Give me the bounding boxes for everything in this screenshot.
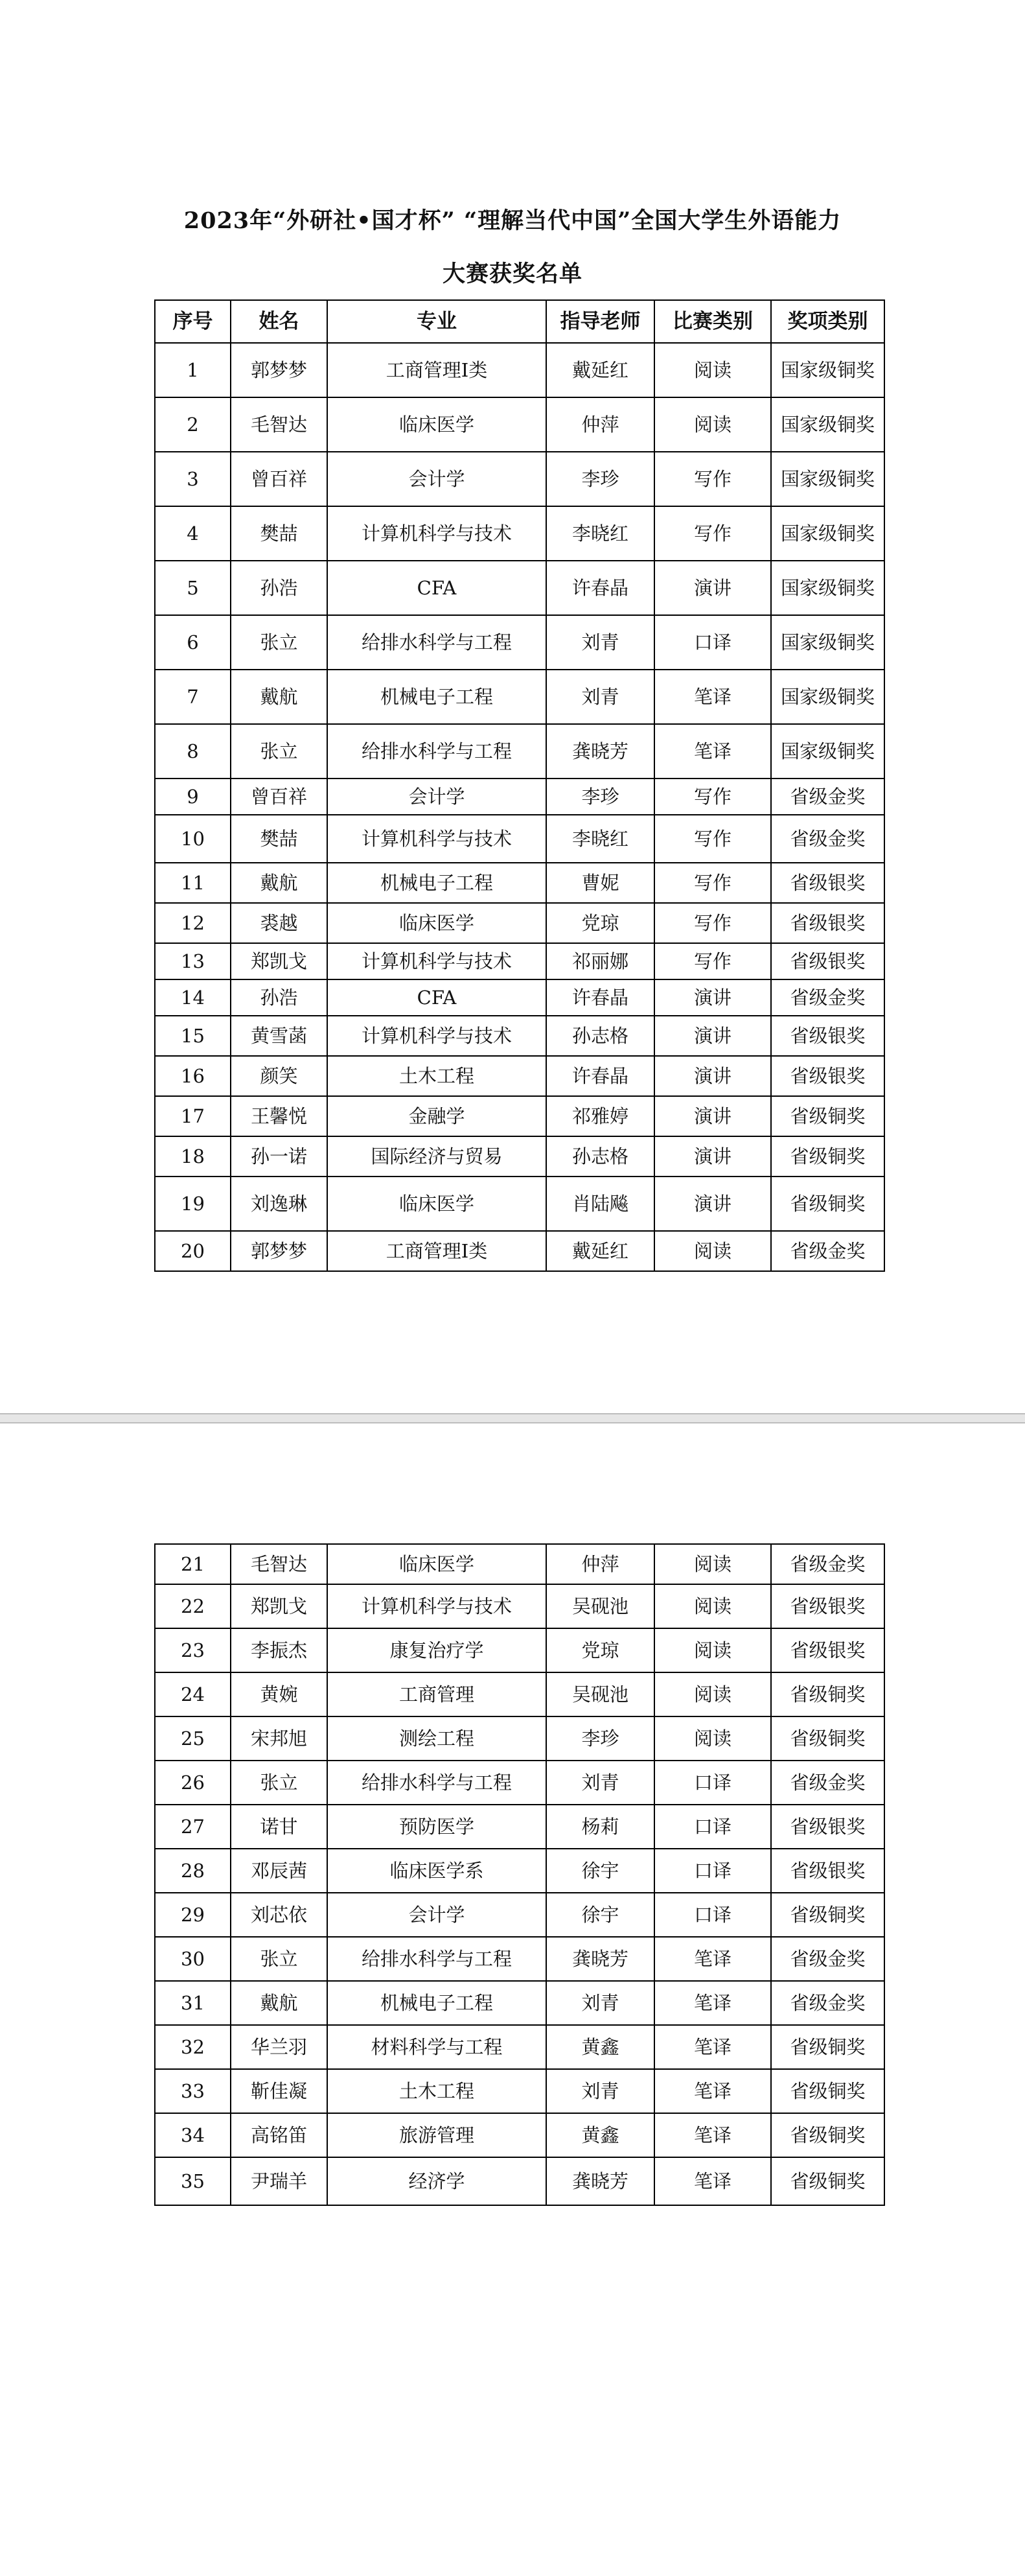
cell-award: 省级铜奖 (771, 1136, 884, 1177)
cell-award: 省级银奖 (771, 1628, 884, 1672)
cell-category: 写作 (654, 506, 771, 561)
table-row (155, 1849, 884, 1893)
cell-teacher: 曹妮 (546, 863, 654, 903)
cell-major: 国际经济与贸易 (327, 1136, 546, 1177)
cell-no: 32 (155, 2025, 231, 2069)
cell-teacher: 刘青 (546, 2069, 654, 2113)
cell-name: 樊喆 (231, 815, 327, 863)
cell-teacher: 李晓红 (546, 815, 654, 863)
cell-award: 省级银奖 (771, 1805, 884, 1849)
cell-name: 刘芯依 (231, 1893, 327, 1937)
cell-name: 靳佳凝 (231, 2069, 327, 2113)
cell-name: 毛智达 (231, 397, 327, 452)
cell-no: 25 (155, 1716, 231, 1761)
table-row (155, 506, 884, 561)
cell-no: 8 (155, 724, 231, 779)
table-row (155, 1584, 884, 1628)
cell-teacher: 龚晓芳 (546, 1937, 654, 1981)
table-row (155, 2157, 884, 2205)
cell-no: 16 (155, 1056, 231, 1096)
cell-major: 计算机科学与技术 (327, 943, 546, 979)
cell-teacher: 徐宇 (546, 1893, 654, 1937)
cell-teacher: 仲萍 (546, 397, 654, 452)
table-row (155, 779, 884, 815)
cell-name: 张立 (231, 724, 327, 779)
cell-no: 6 (155, 615, 231, 670)
cell-name: 张立 (231, 615, 327, 670)
cell-award: 国家级铜奖 (771, 724, 884, 779)
cell-teacher: 龚晓芳 (546, 2157, 654, 2205)
cell-teacher: 李晓红 (546, 506, 654, 561)
cell-award: 省级金奖 (771, 1544, 884, 1584)
table-row (155, 2113, 884, 2157)
table-row (155, 561, 884, 615)
cell-award: 省级银奖 (771, 1584, 884, 1628)
cell-award: 省级银奖 (771, 863, 884, 903)
cell-award: 省级铜奖 (771, 1177, 884, 1231)
cell-teacher: 徐宇 (546, 1849, 654, 1893)
cell-name: 黄雪菡 (231, 1016, 327, 1056)
cell-major: 旅游管理 (327, 2113, 546, 2157)
cell-name: 刘逸琳 (231, 1177, 327, 1231)
cell-no: 14 (155, 979, 231, 1016)
cell-no: 1 (155, 343, 231, 397)
table-row (155, 670, 884, 724)
cell-major: 临床医学 (327, 1177, 546, 1231)
cell-award: 省级金奖 (771, 815, 884, 863)
table-header-row (155, 300, 884, 343)
cell-no: 34 (155, 2113, 231, 2157)
cell-award: 省级银奖 (771, 943, 884, 979)
table-row (155, 397, 884, 452)
cell-category: 写作 (654, 903, 771, 943)
cell-name: 张立 (231, 1761, 327, 1805)
cell-category: 口译 (654, 1893, 771, 1937)
cell-teacher: 刘青 (546, 670, 654, 724)
table-row (155, 343, 884, 397)
cell-teacher: 刘青 (546, 1981, 654, 2025)
cell-category: 笔译 (654, 1937, 771, 1981)
header-name: 姓名 (231, 300, 327, 343)
cell-major: 经济学 (327, 2157, 546, 2205)
table-row (155, 1981, 884, 2025)
table-row (155, 615, 884, 670)
table-row (155, 2069, 884, 2113)
table-row (155, 815, 884, 863)
cell-name: 高铭笛 (231, 2113, 327, 2157)
cell-category: 写作 (654, 452, 771, 506)
table-row (155, 2025, 884, 2069)
cell-category: 写作 (654, 863, 771, 903)
cell-major: 临床医学 (327, 903, 546, 943)
cell-no: 7 (155, 670, 231, 724)
cell-award: 省级铜奖 (771, 1893, 884, 1937)
cell-no: 30 (155, 1937, 231, 1981)
cell-no: 28 (155, 1849, 231, 1893)
cell-major: 计算机科学与技术 (327, 506, 546, 561)
table-row (155, 943, 884, 979)
cell-major: 给排水科学与工程 (327, 724, 546, 779)
cell-name: 郭梦梦 (231, 1231, 327, 1271)
cell-no: 24 (155, 1672, 231, 1716)
table-row (155, 1136, 884, 1177)
cell-major: 会计学 (327, 779, 546, 815)
cell-major: 预防医学 (327, 1805, 546, 1849)
cell-name: 颜笑 (231, 1056, 327, 1096)
awards-table (154, 299, 885, 1272)
header-category: 比赛类别 (654, 300, 771, 343)
cell-award: 省级铜奖 (771, 2069, 884, 2113)
cell-no: 11 (155, 863, 231, 903)
document-title: 2023年“外研社•国才杯” “理解当代中国”全国大学生外语能力 (183, 207, 842, 234)
cell-major: 临床医学 (327, 1544, 546, 1584)
cell-no: 13 (155, 943, 231, 979)
cell-major: 机械电子工程 (327, 1981, 546, 2025)
cell-no: 15 (155, 1016, 231, 1056)
table-row (155, 724, 884, 779)
cell-major: 给排水科学与工程 (327, 615, 546, 670)
cell-award: 省级金奖 (771, 1231, 884, 1271)
cell-major: 材料科学与工程 (327, 2025, 546, 2069)
cell-name: 诺甘 (231, 1805, 327, 1849)
cell-major: 土木工程 (327, 1056, 546, 1096)
cell-teacher: 李珍 (546, 779, 654, 815)
cell-award: 省级铜奖 (771, 1716, 884, 1761)
cell-category: 笔译 (654, 2113, 771, 2157)
cell-major: 给排水科学与工程 (327, 1937, 546, 1981)
cell-award: 省级银奖 (771, 1016, 884, 1056)
cell-category: 口译 (654, 1761, 771, 1805)
cell-category: 演讲 (654, 1136, 771, 1177)
cell-award: 国家级铜奖 (771, 452, 884, 506)
cell-name: 孙浩 (231, 979, 327, 1016)
table-row (155, 1016, 884, 1056)
cell-no: 12 (155, 903, 231, 943)
cell-teacher: 党琼 (546, 903, 654, 943)
header-teacher: 指导老师 (546, 300, 654, 343)
header-award: 奖项类别 (771, 300, 884, 343)
cell-name: 尹瑞羊 (231, 2157, 327, 2205)
cell-award: 国家级铜奖 (771, 615, 884, 670)
cell-category: 写作 (654, 943, 771, 979)
cell-category: 阅读 (654, 1231, 771, 1271)
cell-name: 郭梦梦 (231, 343, 327, 397)
table-row (155, 1893, 884, 1937)
cell-major: 计算机科学与技术 (327, 815, 546, 863)
cell-no: 5 (155, 561, 231, 615)
cell-award: 省级铜奖 (771, 2157, 884, 2205)
cell-teacher: 孙志格 (546, 1016, 654, 1056)
cell-name: 李振杰 (231, 1628, 327, 1672)
cell-teacher: 吴砚池 (546, 1584, 654, 1628)
cell-teacher: 许春晶 (546, 979, 654, 1016)
table-row (155, 1177, 884, 1231)
cell-award: 省级银奖 (771, 1056, 884, 1096)
cell-no: 17 (155, 1096, 231, 1136)
cell-category: 笔译 (654, 1981, 771, 2025)
table-row (155, 979, 884, 1016)
cell-teacher: 许春晶 (546, 561, 654, 615)
table-row (155, 1628, 884, 1672)
cell-award: 省级金奖 (771, 1981, 884, 2025)
cell-teacher: 许春晶 (546, 1056, 654, 1096)
table-row (155, 863, 884, 903)
cell-major: 会计学 (327, 452, 546, 506)
cell-major: 给排水科学与工程 (327, 1761, 546, 1805)
cell-name: 裘越 (231, 903, 327, 943)
table-row (155, 1937, 884, 1981)
cell-no: 10 (155, 815, 231, 863)
cell-teacher: 党琼 (546, 1628, 654, 1672)
cell-no: 31 (155, 1981, 231, 2025)
cell-name: 毛智达 (231, 1544, 327, 1584)
cell-category: 笔译 (654, 2025, 771, 2069)
cell-name: 宋邦旭 (231, 1716, 327, 1761)
cell-name: 曾百祥 (231, 452, 327, 506)
cell-teacher: 黄鑫 (546, 2113, 654, 2157)
cell-award: 省级金奖 (771, 779, 884, 815)
cell-name: 戴航 (231, 863, 327, 903)
table-row (155, 452, 884, 506)
table-row (155, 1672, 884, 1716)
table-row (155, 1096, 884, 1136)
table-row (155, 1805, 884, 1849)
table-row (155, 1056, 884, 1096)
cell-category: 演讲 (654, 1177, 771, 1231)
awards-table-body (155, 1544, 884, 2205)
cell-major: CFA (327, 979, 546, 1016)
cell-category: 演讲 (654, 1056, 771, 1096)
cell-no: 23 (155, 1628, 231, 1672)
cell-award: 省级铜奖 (771, 1672, 884, 1716)
cell-award: 国家级铜奖 (771, 561, 884, 615)
cell-award: 省级金奖 (771, 1761, 884, 1805)
cell-category: 口译 (654, 615, 771, 670)
cell-category: 写作 (654, 779, 771, 815)
cell-teacher: 李珍 (546, 1716, 654, 1761)
cell-no: 18 (155, 1136, 231, 1177)
cell-teacher: 祁雅婷 (546, 1096, 654, 1136)
table-row (155, 1231, 884, 1271)
cell-category: 笔译 (654, 2069, 771, 2113)
cell-major: 康复治疗学 (327, 1628, 546, 1672)
cell-no: 19 (155, 1177, 231, 1231)
cell-no: 9 (155, 779, 231, 815)
cell-award: 国家级铜奖 (771, 343, 884, 397)
cell-award: 省级铜奖 (771, 2025, 884, 2069)
cell-major: 测绘工程 (327, 1716, 546, 1761)
cell-no: 29 (155, 1893, 231, 1937)
cell-teacher: 戴延红 (546, 343, 654, 397)
cell-name: 孙浩 (231, 561, 327, 615)
cell-teacher: 杨莉 (546, 1805, 654, 1849)
cell-name: 戴航 (231, 1981, 327, 2025)
cell-major: 土木工程 (327, 2069, 546, 2113)
cell-name: 黄婉 (231, 1672, 327, 1716)
cell-award: 国家级铜奖 (771, 670, 884, 724)
cell-award: 省级金奖 (771, 979, 884, 1016)
cell-name: 戴航 (231, 670, 327, 724)
table-row (155, 903, 884, 943)
cell-category: 写作 (654, 815, 771, 863)
cell-category: 口译 (654, 1805, 771, 1849)
cell-name: 华兰羽 (231, 2025, 327, 2069)
cell-no: 22 (155, 1584, 231, 1628)
cell-no: 33 (155, 2069, 231, 2113)
cell-category: 演讲 (654, 979, 771, 1016)
cell-teacher: 黄鑫 (546, 2025, 654, 2069)
cell-no: 26 (155, 1761, 231, 1805)
cell-name: 郑凯戈 (231, 1584, 327, 1628)
cell-award: 省级银奖 (771, 1849, 884, 1893)
cell-teacher: 吴砚池 (546, 1672, 654, 1716)
cell-major: 临床医学 (327, 397, 546, 452)
cell-no: 35 (155, 2157, 231, 2205)
cell-teacher: 戴延红 (546, 1231, 654, 1271)
cell-category: 演讲 (654, 1016, 771, 1056)
cell-name: 樊喆 (231, 506, 327, 561)
cell-teacher: 刘青 (546, 1761, 654, 1805)
header-major: 专业 (327, 300, 546, 343)
cell-teacher: 龚晓芳 (546, 724, 654, 779)
cell-major: 计算机科学与技术 (327, 1584, 546, 1628)
cell-award: 省级铜奖 (771, 1096, 884, 1136)
cell-teacher: 肖陆飚 (546, 1177, 654, 1231)
cell-name: 曾百祥 (231, 779, 327, 815)
cell-category: 演讲 (654, 561, 771, 615)
table-row (155, 1761, 884, 1805)
cell-no: 4 (155, 506, 231, 561)
header-no: 序号 (155, 300, 231, 343)
cell-major: 机械电子工程 (327, 670, 546, 724)
cell-major: 工商管理Ⅰ类 (327, 343, 546, 397)
cell-major: 工商管理Ⅰ类 (327, 1231, 546, 1271)
cell-teacher: 孙志格 (546, 1136, 654, 1177)
cell-category: 阅读 (654, 1584, 771, 1628)
cell-award: 国家级铜奖 (771, 506, 884, 561)
cell-no: 27 (155, 1805, 231, 1849)
cell-name: 孙一诺 (231, 1136, 327, 1177)
cell-major: 会计学 (327, 1893, 546, 1937)
cell-teacher: 李珍 (546, 452, 654, 506)
document-subtitle: 大赛获奖名单 (442, 261, 582, 287)
cell-major: 计算机科学与技术 (327, 1016, 546, 1056)
cell-no: 2 (155, 397, 231, 452)
cell-no: 3 (155, 452, 231, 506)
cell-category: 笔译 (654, 670, 771, 724)
cell-category: 阅读 (654, 1716, 771, 1761)
cell-category: 阅读 (654, 1544, 771, 1584)
table-row (155, 1716, 884, 1761)
cell-category: 阅读 (654, 343, 771, 397)
cell-major: 临床医学系 (327, 1849, 546, 1893)
cell-category: 演讲 (654, 1096, 771, 1136)
cell-name: 张立 (231, 1937, 327, 1981)
cell-award: 省级银奖 (771, 903, 884, 943)
table-row (155, 1544, 884, 1584)
cell-category: 阅读 (654, 1628, 771, 1672)
cell-category: 阅读 (654, 397, 771, 452)
cell-teacher: 祁丽娜 (546, 943, 654, 979)
cell-category: 笔译 (654, 2157, 771, 2205)
cell-name: 王馨悦 (231, 1096, 327, 1136)
cell-no: 20 (155, 1231, 231, 1271)
cell-major: 工商管理 (327, 1672, 546, 1716)
cell-category: 笔译 (654, 724, 771, 779)
cell-major: 机械电子工程 (327, 863, 546, 903)
cell-name: 邓辰茜 (231, 1849, 327, 1893)
document-page-2 (0, 1423, 1025, 2576)
awards-table-body (155, 343, 884, 1271)
cell-no: 21 (155, 1544, 231, 1584)
cell-award: 国家级铜奖 (771, 397, 884, 452)
awards-table-continued (154, 1543, 885, 2206)
cell-category: 阅读 (654, 1672, 771, 1716)
cell-award: 省级铜奖 (771, 2113, 884, 2157)
cell-award: 省级金奖 (771, 1937, 884, 1981)
cell-major: CFA (327, 561, 546, 615)
cell-name: 郑凯戈 (231, 943, 327, 979)
cell-teacher: 仲萍 (546, 1544, 654, 1584)
cell-teacher: 刘青 (546, 615, 654, 670)
cell-major: 金融学 (327, 1096, 546, 1136)
cell-category: 口译 (654, 1849, 771, 1893)
page-separator (0, 1413, 1025, 1423)
